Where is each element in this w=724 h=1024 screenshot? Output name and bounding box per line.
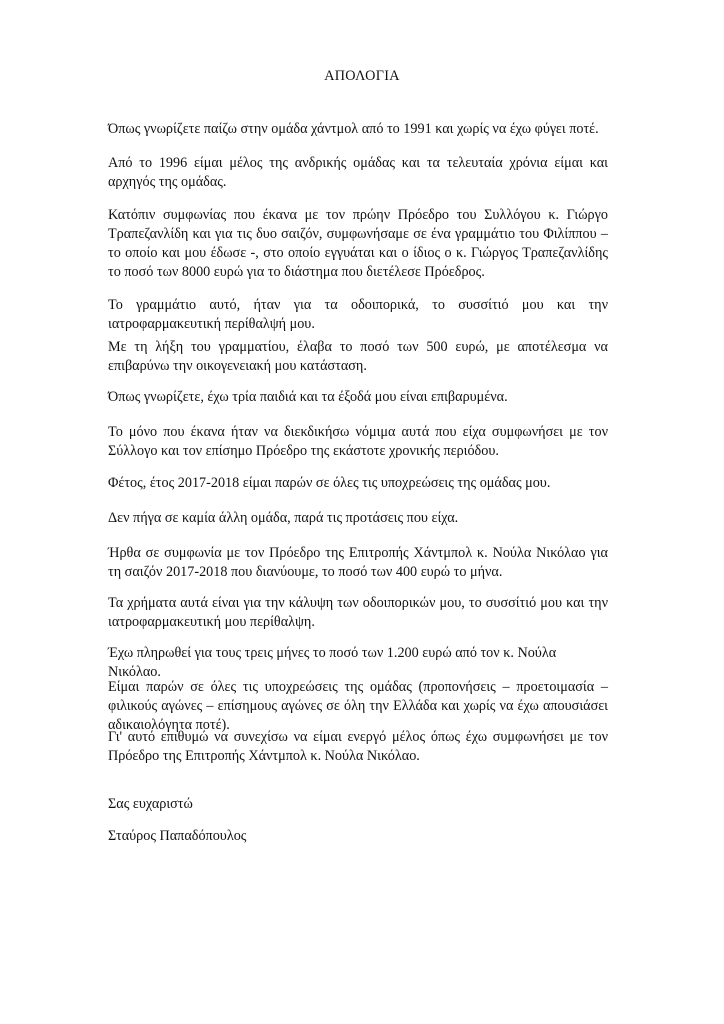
- document-title: ΑΠΟΛΟΓΙΑ: [324, 68, 400, 84]
- paragraph-6: Όπως γνωρίζετε, έχω τρία παιδιά και τα έξοδά μου είναι επιβαρυμένα.: [108, 389, 508, 405]
- paragraph-5: Με τη λήξη του γραμματίου, έλαβα το ποσό των 500 ευρώ, με αποτέλεσμα να επιβαρύνω την οικογενειακή μου κατάσταση.: [108, 339, 608, 374]
- closing-line: Σας ευχαριστώ: [108, 796, 193, 812]
- signature-name: Σταύρος Παπαδόπουλος: [108, 828, 247, 844]
- paragraph-9: Δεν πήγα σε καμία άλλη ομάδα, παρά τις προτάσεις που είχα.: [108, 510, 459, 526]
- paragraph-10: Ήρθα σε συμφωνία με τον Πρόεδρο της Επιτροπής Χάντμπολ κ. Νούλα Νικόλαο για τη σαιζόν 2017-2018 που διανύουμε, το ποσό των 400 ευρώ το μήνα.: [108, 545, 608, 580]
- paragraph-13: Είμαι παρών σε όλες τις υποχρεώσεις της ομάδας (προπονήσεις – προετοιμασία – φιλικούς αγώνες – επίσημους αγώνες σε όλη την Ελλάδα και χωρίς να έχω απουσιάσει αδικαιολόγητα ποτέ).: [108, 679, 608, 733]
- paragraph-1: Όπως γνωρίζετε παίζω στην ομάδα χάντμολ από το 1991 και χωρίς να έχω φύγει ποτέ.: [108, 121, 599, 137]
- paragraph-7: Το μόνο που έκανα ήταν να διεκδικήσω νόμιμα αυτά που είχα συμφωνήσει με τον Σύλλογο και τον επίσημο Πρόεδρο της εκάστοτε χρονικής περιόδου.: [108, 424, 608, 459]
- paragraph-4: Το γραμμάτιο αυτό, ήταν για τα οδοιπορικά, το συσσίτιό μου και την ιατροφαρμακευτική περίθαλψή μου.: [108, 297, 608, 332]
- paragraph-3: Κατόπιν συμφωνίας που έκανα με τον πρώην Πρόεδρο του Συλλόγου κ. Γιώργο Τραπεζανλίδη και για τις δυο σαιζόν, συμφωνήσαμε σε ένα γραμμάτιο του Φιλίππου – το οποίο και μου έδωσε -, στο οποίο εγγυάται και ο ίδιος ο κ. Γιώργος Τραπεζανλίδης το ποσό των 8000 ευρώ για το διάστημα που διετέλεσε Πρόεδρος.: [108, 207, 608, 280]
- paragraph-8: Φέτος, έτος 2017-2018 είμαι παρών σε όλες τις υποχρεώσεις της ομάδας μου.: [108, 475, 551, 491]
- paragraph-14: Γι' αυτό επιθυμώ να συνεχίσω να είμαι ενεργό μέλος όπως έχω συμφωνήσει με τον Πρόεδρο της Επιτροπής Χάντμπολ κ. Νούλα Νικόλαο.: [108, 729, 608, 764]
- paragraph-11: Τα χρήματα αυτά είναι για την κάλυψη των οδοιπορικών μου, το συσσίτιό μου και την ιατροφαρμακευτική μου περίθαλψη.: [108, 595, 608, 630]
- paragraph-2: Από το 1996 είμαι μέλος της ανδρικής ομάδας και τα τελευταία χρόνια είμαι και αρχηγός της ομάδας.: [108, 155, 608, 190]
- paragraph-12: Έχω πληρωθεί για τους τρεις μήνες το ποσό των 1.200 ευρώ από τον κ. Νούλα Νικόλαο.: [108, 645, 557, 680]
